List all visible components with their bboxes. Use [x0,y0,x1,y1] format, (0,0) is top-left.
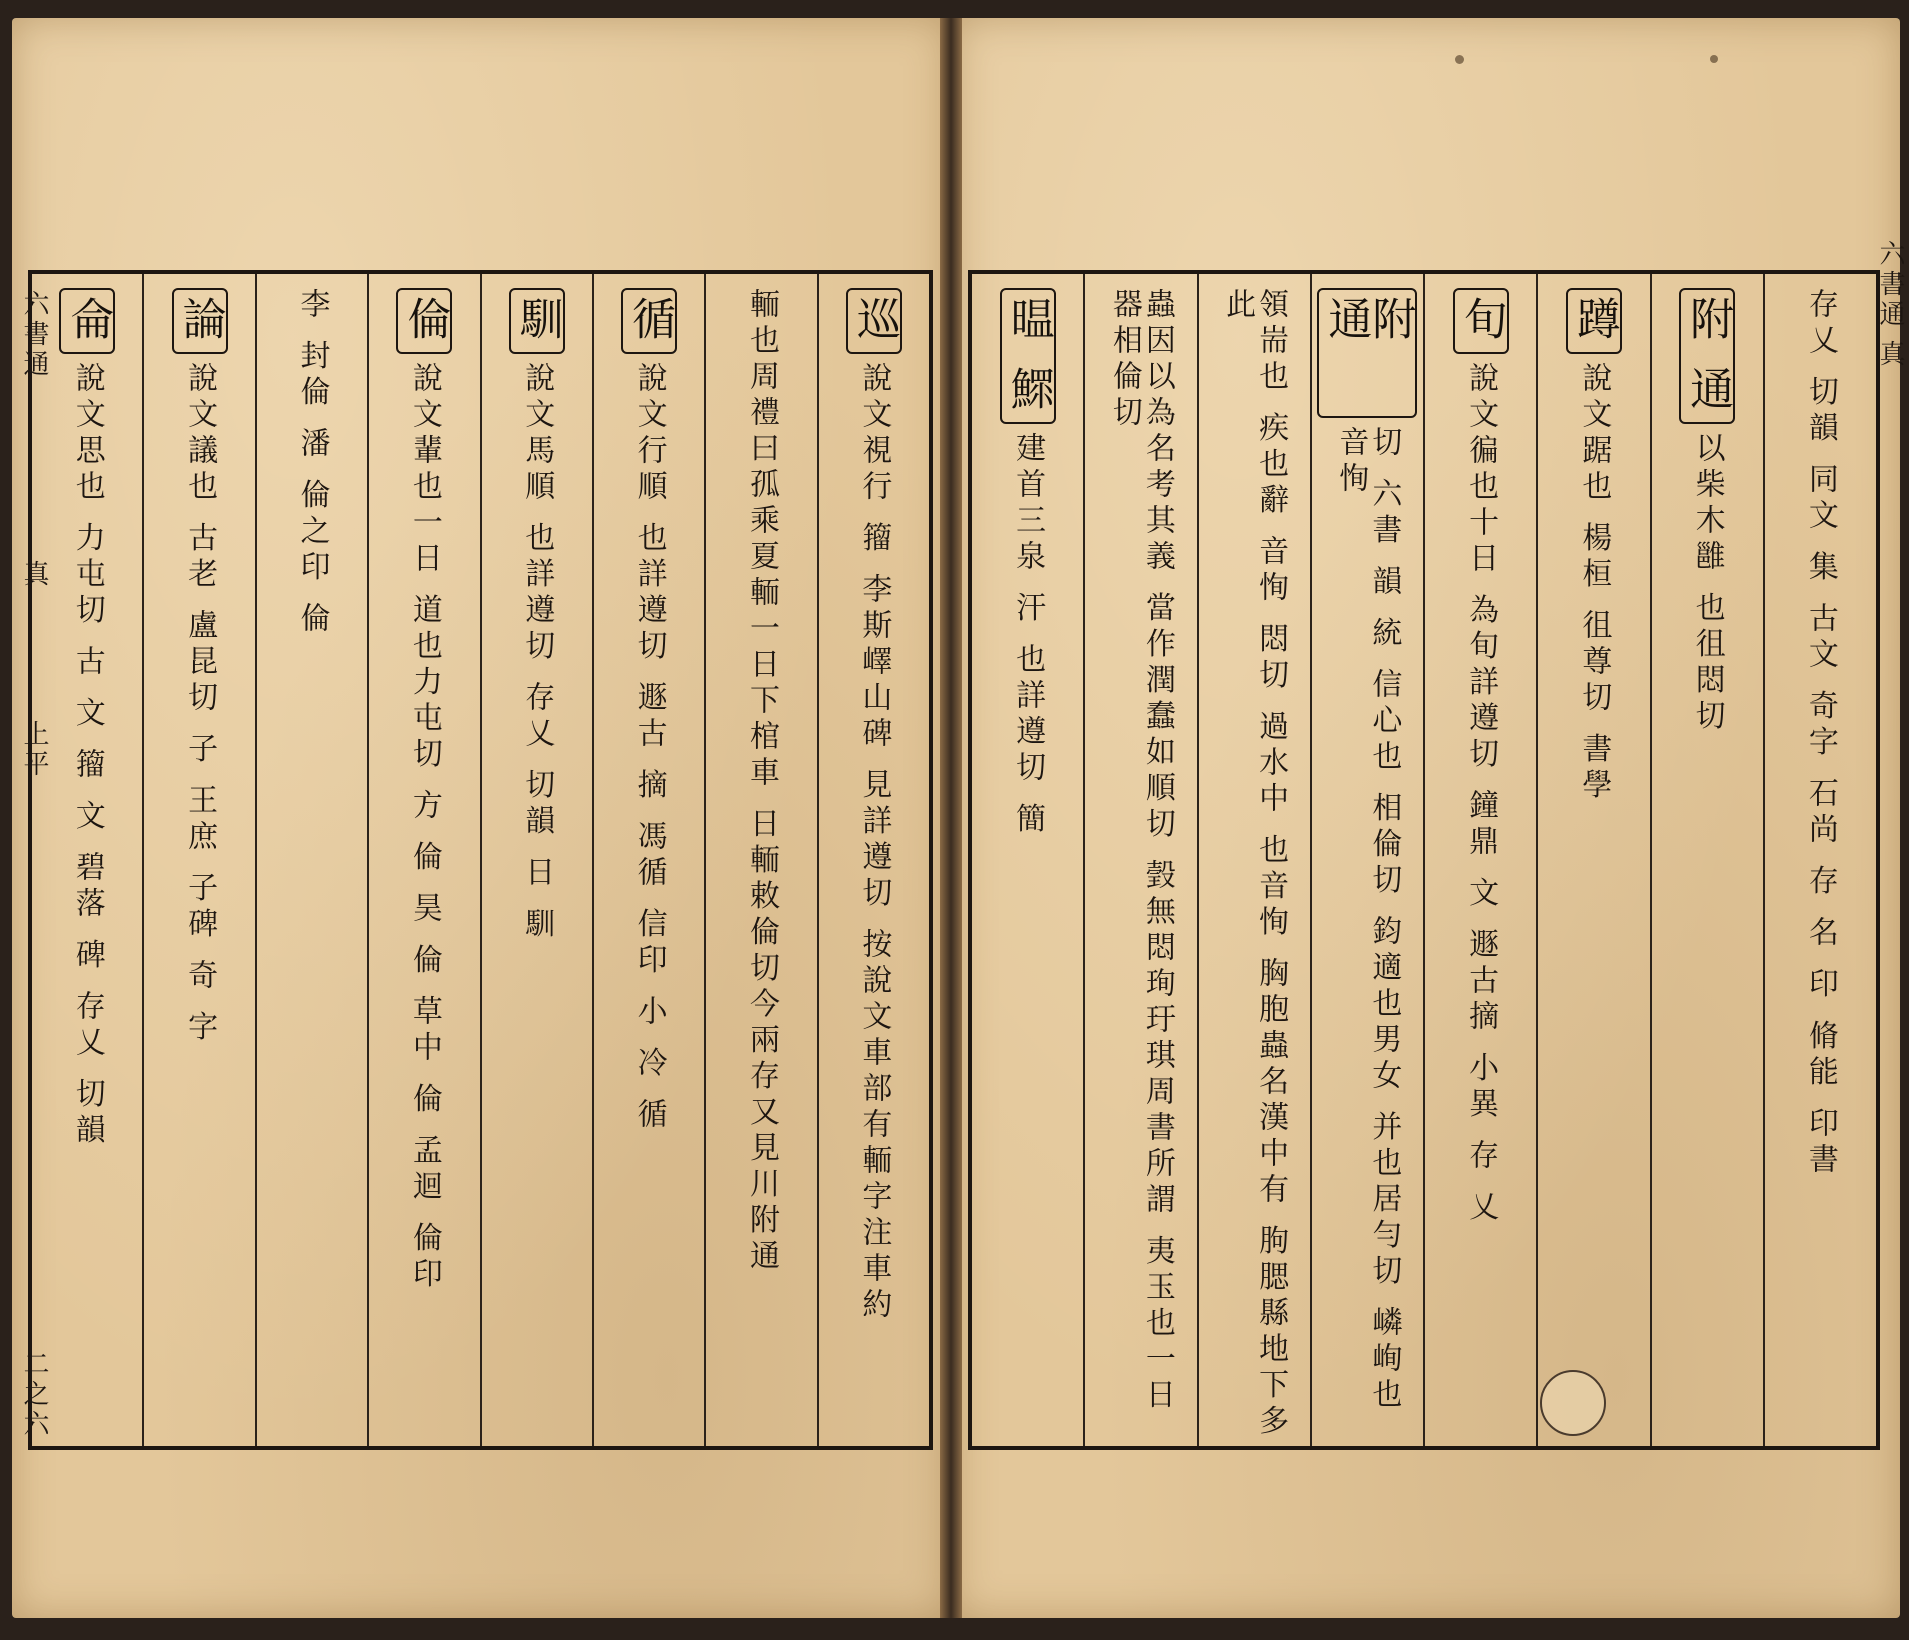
left-text-block [28,270,933,1450]
column-text: 說文徧也十日 為旬詳遵切 鐘鼎 文 遯古摘 小異 存 乂 [1463,362,1499,1227]
column-text: 以柴木雝 也徂悶切 [1689,432,1725,736]
column [367,274,479,1446]
headword-box: 附 通 [1317,288,1417,418]
column-text: 存乂 切韻 同文 集 古文 奇字 石尚 存 名 印 脩能 印書 [1802,288,1838,1179]
column-text: 李 封倫 潘 倫之印 倫 [294,288,330,639]
headword-box: 附 通 [1679,288,1735,424]
column-text: 建首三泉 汗 也詳遵切 簡 [1010,432,1046,839]
column-text: 輀也周禮曰孤乘夏輀一日下棺車 日輀敕倫切今兩存又見川附通 [743,288,779,1276]
left-margin-volume: 真 [19,560,49,590]
headword-box: 侖 [59,288,115,354]
headword-box: 旬 [1453,288,1509,354]
column [1536,274,1649,1446]
column-text: 說文行順 也詳遵切 遯古 摘 馮循 信印 小 冷 循 [631,362,667,1135]
headword-box: 循 [621,288,677,354]
left-margin-page-number: 二之六 [19,1350,49,1440]
column [972,274,1083,1446]
column-text: 說文輩也一日 道也力屯切 方 倫 昊 倫 草中 倫 孟迴 倫印 [406,362,442,1294]
headword-box: 蹲 [1566,288,1622,354]
column-text: 說文思也 力屯切 古 文 籀 文 碧落 碑 存乂 切韻 [69,362,105,1150]
right-margin-title: 六書通 [1875,240,1905,330]
headword-box: 論 [172,288,228,354]
headword-box: 倫 [396,288,452,354]
column [1423,274,1536,1446]
left-margin-title: 六書通 [19,290,49,380]
column [1310,274,1423,1446]
column-text: 說文議也 古老 盧昆切 子 王庶 子碑 奇 字 [182,362,218,1047]
headword-box: 馴 [509,288,565,354]
book-gutter [940,18,962,1618]
column [592,274,704,1446]
column [817,274,929,1446]
column-text: 說文踞也 楊桓 徂尊切 書學 [1576,362,1612,805]
column-text: 蟲因以為名考其義 當作潤蠢如順切 瑴無悶珣玗琪周書所謂 夷玉也一日器相倫切 [1106,288,1175,1415]
column-text: 領耑也 疾也辭 音恂 悶切 過水中 也音恂 胸胞蟲名漢中有 朐腮縣地下多此 [1220,288,1289,1441]
right-text-block [968,270,1880,1450]
column [255,274,367,1446]
right-margin-volume: 真 [1875,340,1905,370]
column [1763,274,1876,1446]
left-margin-rhyme: 上平 [19,720,49,780]
headword-box: 巡 [846,288,902,354]
column [480,274,592,1446]
column-text: 說文馬順 也詳遵切 存乂 切韻 日 馴 [519,362,555,944]
ink-spot [1710,55,1718,63]
ink-spot [1455,55,1464,64]
headword-box: 㬈 鰥 [1000,288,1056,424]
column [1650,274,1763,1446]
column-text: 說文視行 籀 李斯嶧山碑 見詳遵切 按說文車部有輀字注車約 [856,362,892,1325]
column [32,274,142,1446]
column [704,274,816,1446]
seal-stamp-icon [1540,1370,1606,1436]
column-text: 切 六書 韻 統 信心也 相倫切 鈞適也男女 并也居勻切 嶙峋也 音恂 [1333,425,1402,1415]
column [142,274,254,1446]
column [1083,274,1196,1446]
column [1197,274,1310,1446]
